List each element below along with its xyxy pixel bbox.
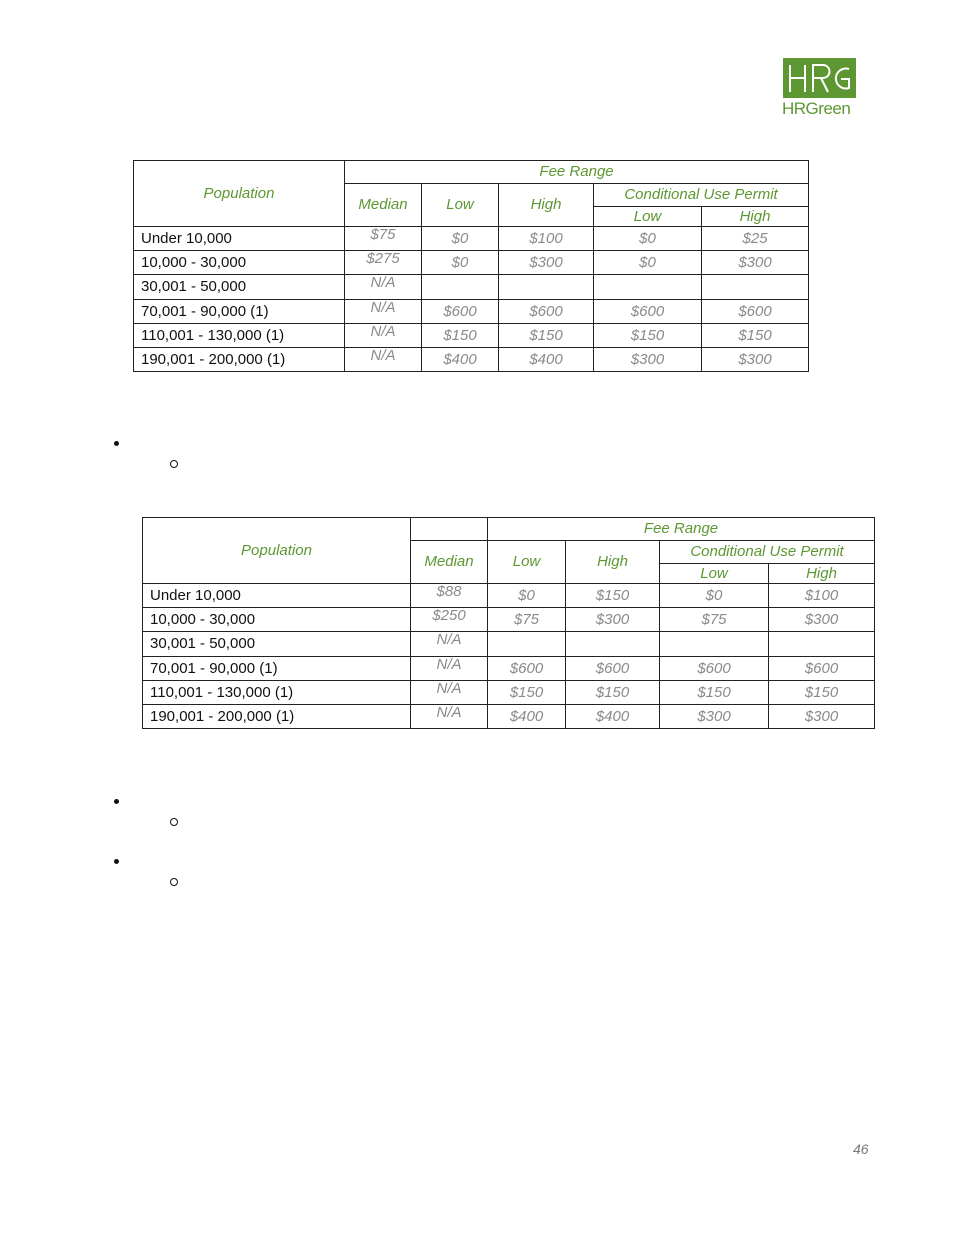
table-row: [143, 657, 875, 681]
population-cell: 70,001 - 90,000 (1): [134, 300, 345, 324]
fee-range-header: Fee Range: [345, 161, 809, 184]
low-cell: $0: [488, 584, 566, 608]
table-row: [143, 584, 875, 608]
high-cell: $150: [566, 681, 660, 705]
cup-low-cell: $0: [660, 584, 769, 608]
cup-high-cell: $25: [702, 227, 809, 251]
median-header: Median: [345, 184, 422, 227]
cup-header: Conditional Use Permit: [594, 184, 809, 207]
cup-high-header: High: [769, 564, 875, 584]
high-header: High: [499, 184, 594, 227]
median-cell: N/A: [345, 324, 422, 348]
low-header: Low: [488, 541, 566, 584]
low-cell: $75: [488, 608, 566, 632]
cup-high-cell: $300: [769, 705, 875, 729]
population-cell: Under 10,000: [143, 584, 411, 608]
low-cell: $0: [422, 227, 499, 251]
high-cell: $150: [499, 324, 594, 348]
cup-header: Conditional Use Permit: [660, 541, 875, 564]
bullet-point: [114, 799, 119, 804]
cup-low-cell: $300: [594, 348, 702, 372]
high-cell: $300: [499, 251, 594, 275]
empty-header-cell: [411, 518, 488, 541]
high-cell: [499, 275, 594, 300]
median-cell: $88: [411, 584, 488, 608]
low-cell: [488, 632, 566, 657]
median-cell: N/A: [411, 681, 488, 705]
sub-bullet-point: [170, 460, 178, 468]
fee-range-header: Fee Range: [488, 518, 875, 541]
population-cell: 70,001 - 90,000 (1): [143, 657, 411, 681]
cup-high-cell: [769, 632, 875, 657]
high-cell: [566, 632, 660, 657]
cup-low-header: Low: [594, 207, 702, 227]
cup-high-cell: $300: [702, 251, 809, 275]
population-cell: 110,001 - 130,000 (1): [134, 324, 345, 348]
low-cell: $400: [422, 348, 499, 372]
population-cell: 10,000 - 30,000: [143, 608, 411, 632]
fee-table-1: [133, 160, 809, 372]
cup-high-header: High: [702, 207, 809, 227]
median-cell: N/A: [345, 300, 422, 324]
cup-low-cell: $300: [660, 705, 769, 729]
population-cell: 190,001 - 200,000 (1): [143, 705, 411, 729]
median-cell: N/A: [411, 632, 488, 657]
sub-bullet-point: [170, 878, 178, 886]
bullet-point: [114, 859, 119, 864]
low-cell: $150: [422, 324, 499, 348]
median-cell: N/A: [411, 705, 488, 729]
high-cell: $100: [499, 227, 594, 251]
population-cell: 10,000 - 30,000: [134, 251, 345, 275]
sub-bullet-point: [170, 818, 178, 826]
median-cell: N/A: [345, 275, 422, 300]
low-cell: $150: [488, 681, 566, 705]
table-row: [143, 681, 875, 705]
high-cell: $600: [499, 300, 594, 324]
median-cell: $75: [345, 227, 422, 251]
population-cell: 110,001 - 130,000 (1): [143, 681, 411, 705]
median-cell: N/A: [345, 348, 422, 372]
median-cell: $275: [345, 251, 422, 275]
table-row: [143, 705, 875, 729]
population-cell: 30,001 - 50,000: [143, 632, 411, 657]
population-cell: 190,001 - 200,000 (1): [134, 348, 345, 372]
cup-high-cell: $150: [702, 324, 809, 348]
table-row: [134, 251, 809, 275]
page-number: 46: [853, 1141, 869, 1157]
low-header: Low: [422, 184, 499, 227]
table-row: [134, 227, 809, 251]
cup-low-cell: $75: [660, 608, 769, 632]
population-cell: 30,001 - 50,000: [134, 275, 345, 300]
bullet-point: [114, 441, 119, 446]
high-cell: $150: [566, 584, 660, 608]
cup-high-cell: $150: [769, 681, 875, 705]
median-cell: $250: [411, 608, 488, 632]
low-cell: $600: [488, 657, 566, 681]
cup-high-cell: $300: [769, 608, 875, 632]
table-row: [134, 275, 809, 300]
population-header: Population: [134, 161, 345, 227]
high-cell: $600: [566, 657, 660, 681]
low-cell: $0: [422, 251, 499, 275]
cup-low-cell: $150: [660, 681, 769, 705]
cup-high-cell: $600: [769, 657, 875, 681]
cup-high-cell: [702, 275, 809, 300]
cup-low-cell: $0: [594, 251, 702, 275]
cup-low-cell: [660, 632, 769, 657]
high-cell: $400: [566, 705, 660, 729]
high-cell: $300: [566, 608, 660, 632]
cup-low-cell: $600: [594, 300, 702, 324]
low-cell: [422, 275, 499, 300]
table-row: [134, 300, 809, 324]
population-header: Population: [143, 518, 411, 584]
cup-high-cell: $300: [702, 348, 809, 372]
logo-mark: [783, 58, 856, 98]
cup-low-cell: [594, 275, 702, 300]
table-row: [143, 608, 875, 632]
low-cell: $400: [488, 705, 566, 729]
hrgreen-logo: [782, 57, 858, 119]
high-header: High: [566, 541, 660, 584]
cup-high-cell: $100: [769, 584, 875, 608]
median-cell: N/A: [411, 657, 488, 681]
cup-low-header: Low: [660, 564, 769, 584]
fee-table-2: [142, 517, 875, 729]
cup-low-cell: $0: [594, 227, 702, 251]
cup-high-cell: $600: [702, 300, 809, 324]
table-row: [134, 348, 809, 372]
cup-low-cell: $150: [594, 324, 702, 348]
logo-wordmark: HRGreen: [782, 99, 851, 118]
table-row: [143, 632, 875, 657]
high-cell: $400: [499, 348, 594, 372]
population-cell: Under 10,000: [134, 227, 345, 251]
cup-low-cell: $600: [660, 657, 769, 681]
table-row: [134, 324, 809, 348]
low-cell: $600: [422, 300, 499, 324]
median-header: Median: [411, 541, 488, 584]
